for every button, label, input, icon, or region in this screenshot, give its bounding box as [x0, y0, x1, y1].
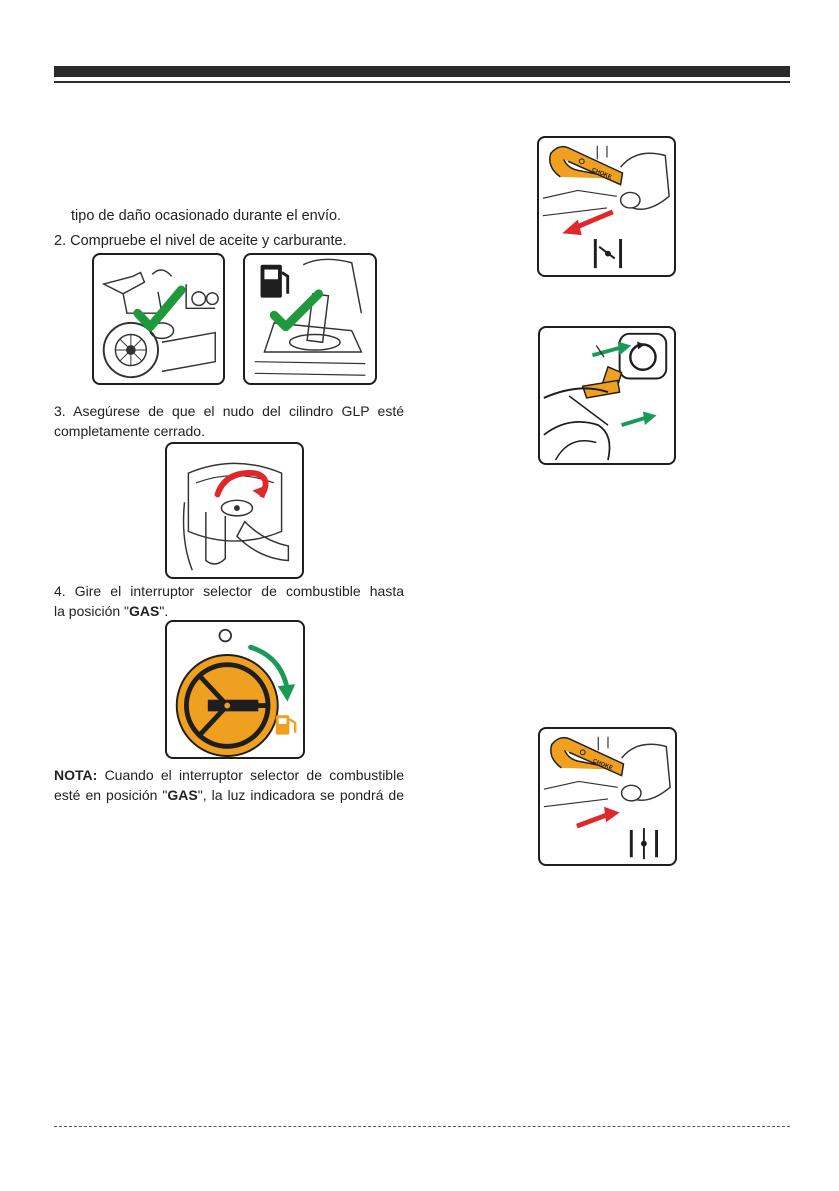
step-2-text: 2. Compruebe el nivel de aceite y carburante. [54, 233, 347, 249]
choke-close-illustration [537, 136, 676, 277]
step-3-line-1: 3. Asegúrese de que el nudo del cilindro GLP esté [54, 403, 404, 419]
lpg-valve-illustration [165, 442, 304, 579]
oil-check-illustration [92, 253, 225, 385]
header-bar [54, 66, 790, 77]
footer-rule [54, 1126, 790, 1127]
fuel-check-illustration [243, 253, 377, 385]
step-4-text-pre: la posición " [54, 603, 130, 619]
choke-open-illustration [538, 727, 677, 866]
note-gas-label: GAS [167, 787, 198, 803]
recoil-start-illustration [538, 326, 676, 465]
step-4-line-1: 4. Gire el interruptor selector de combustible hasta [54, 583, 404, 599]
step-4-line-2 [54, 602, 168, 621]
note-text-1: Cuando el interruptor selector de combustible [97, 767, 404, 783]
header-rule [54, 81, 790, 83]
fuel-selector-illustration [165, 620, 305, 759]
note-label: NOTA: [54, 767, 98, 783]
intro-text: tipo de daño ocasionado durante el envío. [71, 208, 342, 224]
gas-label: GAS [129, 603, 160, 619]
step-4-text-post: ". [159, 603, 169, 619]
choke-label-1: CHOKE [590, 167, 613, 181]
note-line-2 [54, 786, 404, 805]
choke-label-3: CHOKE [591, 758, 614, 772]
note-text-2-post: ", la luz indicadora se pondrá de [197, 787, 404, 803]
note-line-1 [54, 766, 404, 785]
step-3-line-2: completamente cerrado. [54, 423, 205, 439]
note-text-2-pre: esté en posición " [54, 787, 168, 803]
